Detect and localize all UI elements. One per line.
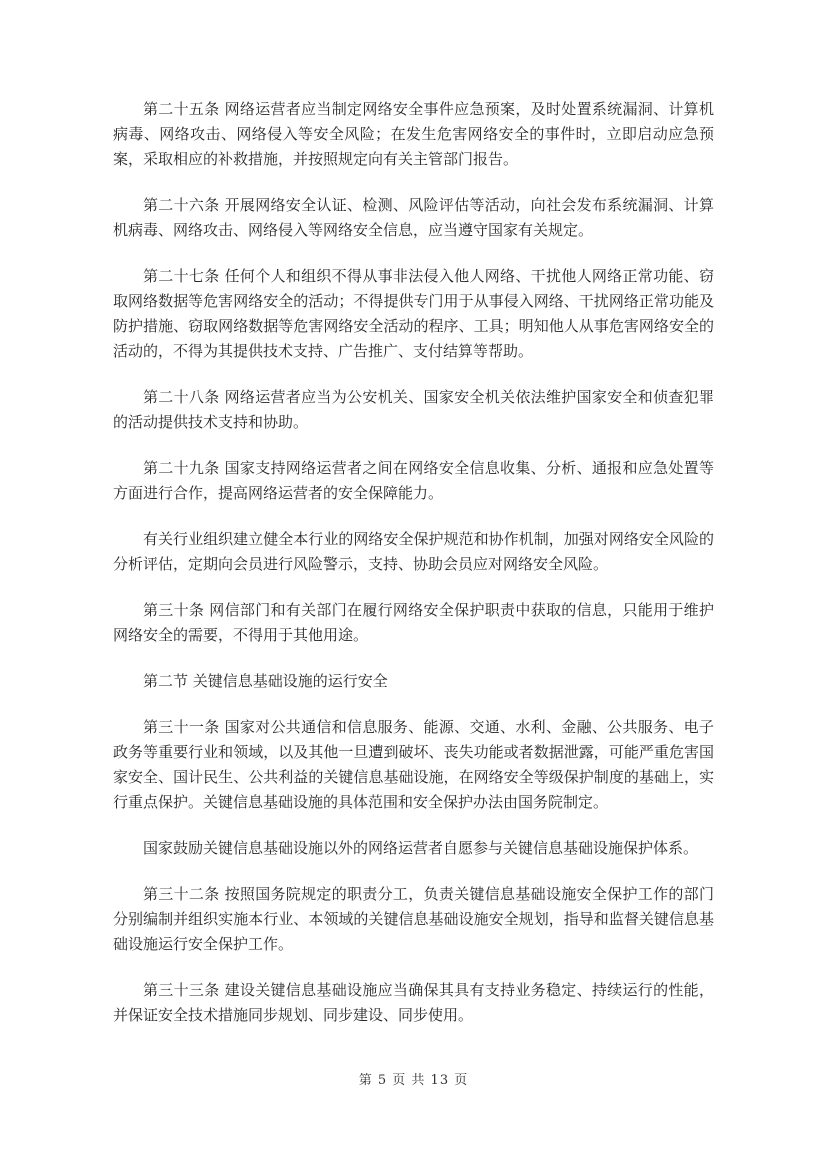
article-paragraph-29-cont: 有关行业组织建立健全本行业的网络安全保护规范和协作机制，加强对网络安全风险的分析评估，定期向会员进行风险警示，支持、协助会员应对网络安全风险。 [113, 530, 714, 573]
page-number-label: 第 5 页 共 13 页 [358, 1073, 469, 1088]
article-paragraph-28: 第二十八条 网络运营者应当为公安机关、国家安全机关依法维护国家安全和侦查犯罪的活动提供技术支持和协助。 [113, 388, 714, 431]
article-paragraph-25: 第二十五条 网络运营者应当制定网络安全事件应急预案，及时处置系统漏洞、计算机病毒、网络攻击、网络侵入等安全风险；在发生危害网络安全的事件时，立即启动应急预案，采取相应的补救措施，并按照规定向有关主管部门报告。 [113, 100, 714, 168]
article-paragraph-30: 第三十条 网信部门和有关部门在履行网络安全保护职责中获取的信息，只能用于维护网络安全的需要，不得用于其他用途。 [113, 601, 714, 644]
article-paragraph-27: 第二十七条 任何个人和组织不得从事非法侵入他人网络、干扰他人网络正常功能、窃取网络数据等危害网络安全的活动；不得提供专门用于从事侵入网络、干扰网络正常功能及防护措施、窃取网络数据等危害网络安全活动的程序、工具；明知他人从事危害网络安全的活动的，不得为其提供技术支持、广告推广、支付结算等帮助。 [113, 267, 714, 360]
article-paragraph-32: 第三十二条 按照国务院规定的职责分工，负责关键信息基础设施安全保护工作的部门分别编制并组织实施本行业、本领域的关键信息基础设施安全规划，指导和监督关键信息基础设施运行安全保护工作。 [113, 885, 714, 953]
page-footer [0, 1072, 827, 1090]
article-paragraph-26: 第二十六条 开展网络安全认证、检测、风险评估等活动，向社会发布系统漏洞、计算机病毒、网络攻击、网络侵入等网络安全信息，应当遵守国家有关规定。 [113, 196, 714, 239]
article-paragraph-31-cont: 国家鼓励关键信息基础设施以外的网络运营者自愿参与关键信息基础设施保护体系。 [143, 839, 699, 857]
article-paragraph-31: 第三十一条 国家对公共通信和信息服务、能源、交通、水利、金融、公共服务、电子政务等重要行业和领域，以及其他一旦遭到破坏、丧失功能或者数据泄露，可能严重危害国家安全、国计民生、公共利益的关键信息基础设施，在网络安全等级保护制度的基础上，实行重点保护。关键信息基础设施的具体范围和安全保护办法由国务院制定。 [113, 718, 714, 811]
section-heading: 第二节 关键信息基础设施的运行安全 [143, 672, 388, 690]
article-paragraph-29: 第二十九条 国家支持网络运营者之间在网络安全信息收集、分析、通报和应急处置等方面进行合作，提高网络运营者的安全保障能力。 [113, 459, 714, 502]
document-body [113, 97, 714, 1049]
article-paragraph-33: 第三十三条 建设关键信息基础设施应当确保其具有支持业务稳定、持续运行的性能，并保证安全技术措施同步规划、同步建设、同步使用。 [113, 981, 714, 1024]
